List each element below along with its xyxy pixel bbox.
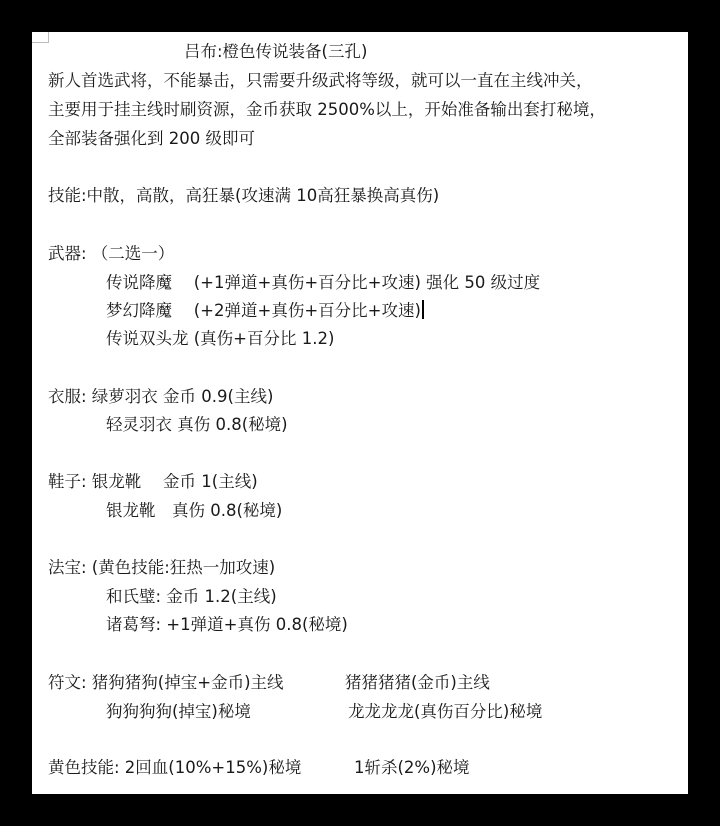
armor-line-2: 轻灵羽衣 真伤 0.8(秘境) (106, 415, 288, 434)
runes-row-2-right: 龙龙龙龙(真伤百分比)秘境 (348, 702, 543, 721)
intro-line-2: 主要用于挂主线时刷资源，金币获取 2500%以上，开始准备输出套打秘境， (48, 100, 606, 119)
document-page (32, 32, 688, 794)
page-corner-mark (32, 32, 49, 43)
skills-line: 技能:中散，高散，高狂暴(攻速满 10高狂暴换高真伤) (48, 186, 440, 205)
document-title: 吕布:橙色传说装备(三孔) (184, 42, 368, 61)
yellow-skill-left: 黄色技能: 2回血(10%+15%)秘境 (48, 758, 302, 777)
weapon-item-2 (106, 300, 424, 322)
armor-line-1: 衣服: 绿萝羽衣 金币 0.9(主线) (48, 387, 274, 406)
intro-line-1: 新人首选武将，不能暴击，只需要升级武将等级，就可以一直在主线冲关， (48, 71, 593, 90)
shoes-line-1: 鞋子: 银龙靴 金币 1(主线) (48, 472, 258, 491)
weapon-item-3: 传说双头龙 (真伤+百分比 1.2) (106, 329, 335, 348)
treasure-item-1: 和氏璧: 金币 1.2(主线) (106, 587, 277, 606)
weapon-item-2-text: 梦幻降魔 (+2弹道+真伤+百分比+攻速) (106, 301, 421, 320)
treasure-header: 法宝: (黄色技能:狂热一加攻速) (48, 558, 276, 577)
shoes-line-2: 银龙靴 真伤 0.8(秘境) (106, 501, 283, 520)
runes-row-1-left: 符文: 猪狗猪狗(掉宝+金币)主线 (48, 673, 284, 692)
treasure-item-2: 诸葛弩: +1弹道+真伤 0.8(秘境) (106, 615, 348, 634)
intro-line-3: 全部装备强化到 200 级即可 (48, 129, 255, 148)
weapon-item-1: 传说降魔 (+1弹道+真伤+百分比+攻速) 强化 50 级过度 (106, 273, 541, 292)
weapons-header: 武器: （二选一） (48, 244, 175, 263)
runes-row-2-left: 狗狗狗狗(掉宝)秘境 (106, 702, 251, 721)
yellow-skill-right: 1斩杀(2%)秘境 (354, 758, 470, 777)
text-cursor (422, 300, 424, 319)
runes-row-1-right: 猪猪猪猪(金币)主线 (345, 673, 490, 692)
